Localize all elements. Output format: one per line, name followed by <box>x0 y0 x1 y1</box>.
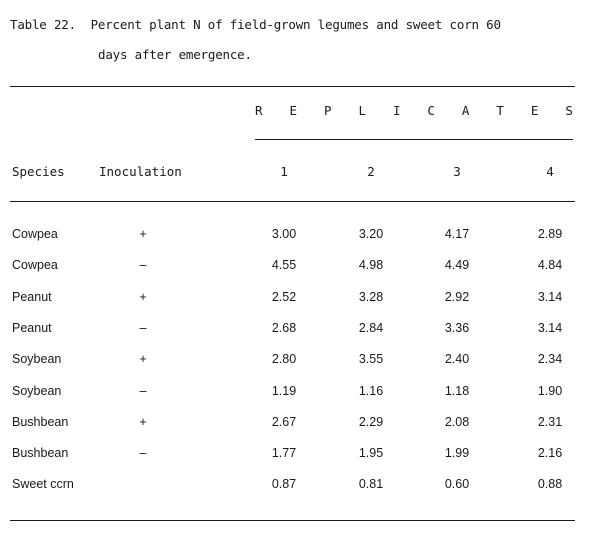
replicate-1-header: 1 <box>280 164 288 179</box>
replicate-3-value: 0.60 <box>444 477 470 492</box>
table-row <box>0 477 592 497</box>
inoculation-column-header: Inoculation <box>99 164 182 179</box>
inoculation-cell: + <box>139 289 147 304</box>
replicates-group-header <box>255 103 573 118</box>
replicate-2-value: 3.20 <box>358 227 384 241</box>
caption-line-2: days after emergence. <box>98 47 252 62</box>
replicate-2-value: 3.28 <box>358 289 384 304</box>
replicate-3-value: 1.99 <box>444 446 470 461</box>
replicate-1-value: 3.00 <box>271 227 297 241</box>
replicate-2-value: 0.81 <box>358 477 384 492</box>
replicate-4-header: 4 <box>546 164 554 179</box>
replicate-3-value: 2.08 <box>444 414 470 429</box>
table-row <box>0 446 592 466</box>
inoculation-cell: + <box>139 352 147 367</box>
replicates-letter: R <box>255 103 263 118</box>
replicate-4-value: 3.14 <box>537 289 563 304</box>
replicate-2-value: 3.55 <box>358 352 384 367</box>
replicate-2-value: 4.98 <box>358 258 384 273</box>
replicate-4-value: 4.84 <box>537 258 563 273</box>
replicate-3-value: 3.36 <box>444 320 470 335</box>
replicate-4-value: 2.89 <box>537 227 563 241</box>
inoculation-cell: – <box>139 258 147 273</box>
replicate-2-value: 1.16 <box>358 383 384 398</box>
replicate-3-value: 1.18 <box>444 383 470 398</box>
replicate-2-value: 2.29 <box>358 414 384 429</box>
replicates-letter: C <box>427 103 435 118</box>
replicates-letter: E <box>530 103 539 118</box>
replicate-3-value: 2.92 <box>444 289 470 304</box>
inoculation-cell: – <box>139 383 147 398</box>
replicate-4-value: 1.90 <box>537 383 563 398</box>
species-cell: Peanut <box>12 289 52 304</box>
inoculation-cell: + <box>139 227 147 241</box>
replicate-2-header: 2 <box>367 164 375 179</box>
replicate-1-value: 2.67 <box>271 414 297 429</box>
replicate-1-value: 2.68 <box>271 320 297 335</box>
replicate-1-value: 1.77 <box>271 446 297 461</box>
species-cell: Cowpea <box>12 227 58 241</box>
replicate-4-value: 2.31 <box>537 414 563 429</box>
species-cell: Bushbean <box>12 414 69 429</box>
replicate-3-value: 4.49 <box>444 258 470 273</box>
replicates-letter: S <box>565 103 573 118</box>
inoculation-cell: + <box>139 414 147 429</box>
replicates-letter: T <box>496 103 504 118</box>
replicate-2-value: 2.84 <box>358 320 384 335</box>
replicates-letter: L <box>358 103 366 118</box>
replicate-1-value: 2.80 <box>271 352 297 367</box>
replicate-2-value: 1.95 <box>358 446 384 461</box>
replicate-1-value: 2.52 <box>271 289 297 304</box>
species-column-header: Species <box>12 164 65 179</box>
replicate-3-value: 2.40 <box>444 352 470 367</box>
table-row <box>0 227 592 247</box>
species-cell: Soybean <box>12 352 62 367</box>
replicate-3-header: 3 <box>453 164 461 179</box>
table-row <box>0 384 592 404</box>
replicates-subrule <box>255 139 573 140</box>
table-row <box>0 352 592 372</box>
replicates-letter: P <box>323 103 332 118</box>
replicate-4-value: 2.16 <box>537 446 563 461</box>
species-cell: Cowpea <box>12 258 58 273</box>
table-row <box>0 290 592 310</box>
species-cell: Bushbean <box>12 446 69 461</box>
caption-line-1: Table 22. Percent plant N of field-grown legumes and sweet corn 60 <box>10 17 501 32</box>
replicates-letter: I <box>392 103 401 118</box>
replicate-1-value: 1.19 <box>271 383 297 398</box>
bottom-rule <box>10 520 575 521</box>
species-cell: Soybean <box>12 383 62 398</box>
top-rule <box>10 86 575 87</box>
replicate-3-value: 4.17 <box>444 227 470 241</box>
replicate-4-value: 0.88 <box>537 477 563 492</box>
table-row <box>0 258 592 278</box>
table-row <box>0 321 592 341</box>
table-caption <box>10 10 501 70</box>
table-row <box>0 415 592 435</box>
inoculation-cell: – <box>139 446 147 461</box>
species-cell: Sweet ccrn <box>12 477 74 492</box>
replicates-letter: A <box>461 103 470 118</box>
inoculation-cell: – <box>139 320 147 335</box>
replicate-1-value: 4.55 <box>271 258 297 273</box>
replicate-4-value: 3.14 <box>537 320 563 335</box>
species-cell: Peanut <box>12 320 52 335</box>
replicate-4-value: 2.34 <box>537 352 563 367</box>
replicate-1-value: 0.87 <box>271 477 297 492</box>
replicates-letter: E <box>289 103 298 118</box>
header-rule <box>10 201 575 202</box>
